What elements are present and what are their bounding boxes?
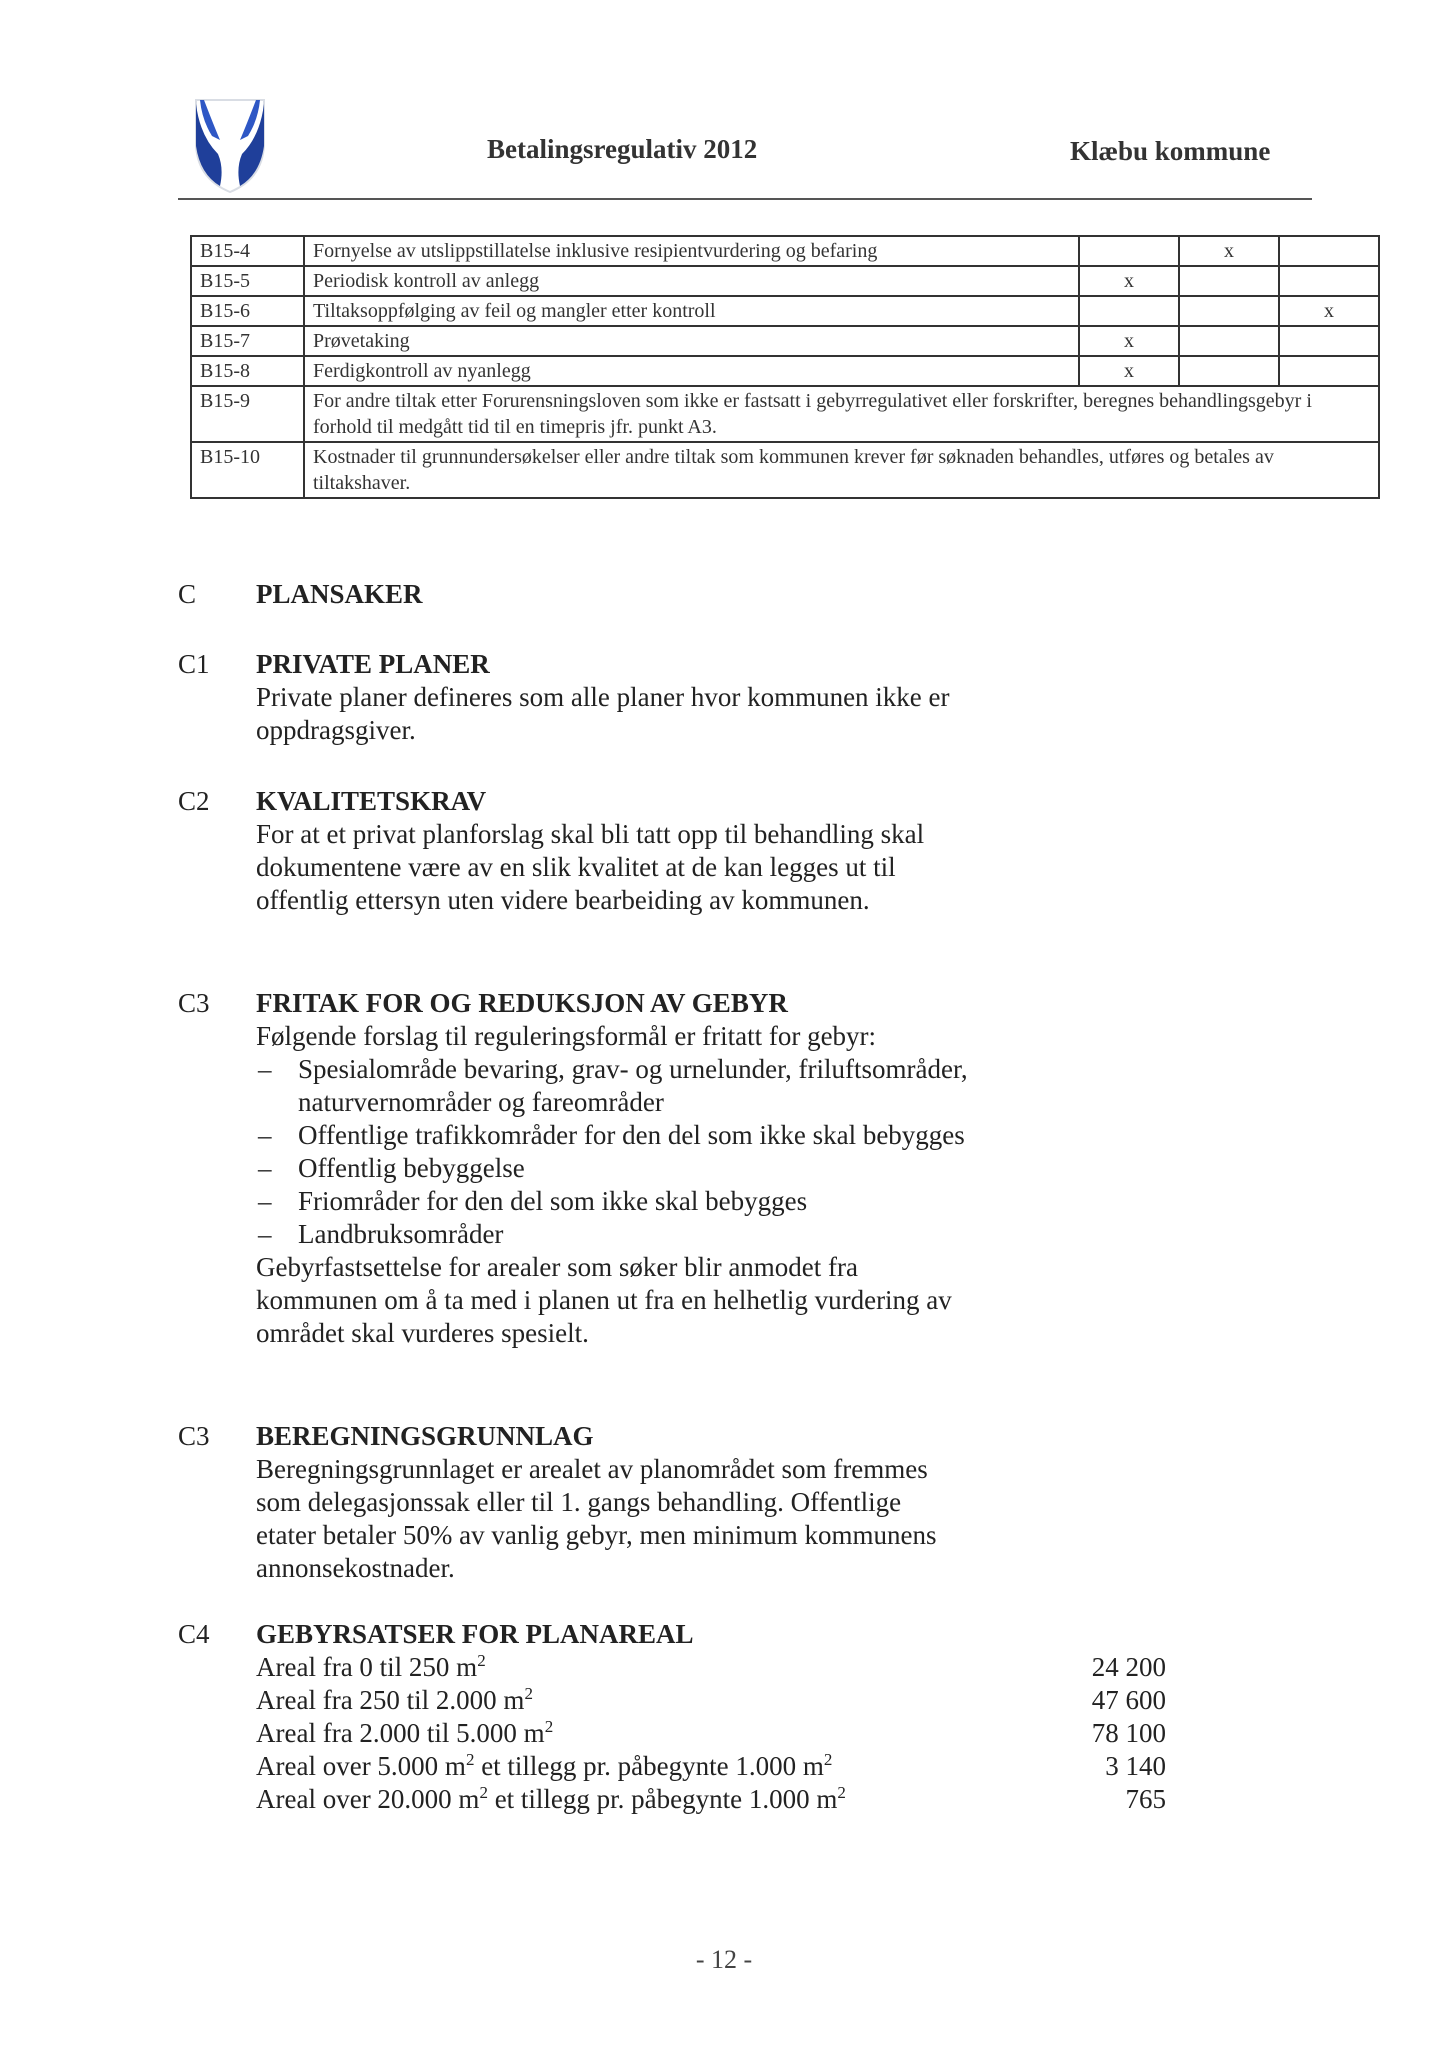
section-number: C1 xyxy=(178,649,210,679)
page-header xyxy=(190,96,1310,196)
row-mark xyxy=(1279,266,1379,296)
row-code: B15-6 xyxy=(191,296,304,326)
section-number: C3 xyxy=(178,1421,210,1451)
row-mark xyxy=(1079,236,1179,266)
row-mark xyxy=(1279,356,1379,386)
row-mark: x xyxy=(1279,296,1379,326)
rate-label: Areal fra 250 til 2.000 $m^2$ xyxy=(256,1684,533,1715)
section-heading: GEBYRSATSER FOR PLANAREAL xyxy=(256,1619,694,1649)
section-heading: PRIVATE PLANER xyxy=(256,649,490,679)
list-item: – Friområder for den del som ikke skal bebygges xyxy=(256,1185,976,1218)
row-code: B15-9 xyxy=(191,386,304,442)
row-description: Periodisk kontroll av anlegg xyxy=(304,266,1079,296)
table-row xyxy=(191,296,1379,326)
exemption-list xyxy=(256,1053,976,1251)
table-row xyxy=(191,356,1379,386)
section-text: For at et privat planforslag skal bli tatt opp til behandling skal dokumentene være av en slik kvalitet at de kan legges ut til offentlig ettersyn uten videre bearbeiding av kommunen. xyxy=(256,819,925,915)
table-row xyxy=(191,386,1379,442)
table-row xyxy=(191,442,1379,498)
section-number: C xyxy=(178,579,197,609)
row-mark xyxy=(1279,326,1379,356)
row-mark xyxy=(1279,236,1379,266)
row-code: B15-7 xyxy=(191,326,304,356)
section-outro: Gebyrfastsettelse for arealer som søker blir anmodet fra kommunen om å ta med i planen ut fra en helhetlig vurdering av området skal vurderes spesielt. xyxy=(256,1252,952,1348)
row-description: For andre tiltak etter Forurensningsloven som ikke er fastsatt i gebyrregulativet eller forskrifter, beregnes behandlingsgebyr i forhold til medgått tid til en timepris jfr. punkt A3. xyxy=(304,386,1379,442)
rate-label: Areal over 5.000 $m^2$ et tillegg pr. påbegynte 1.000 $m^2$ xyxy=(256,1750,833,1781)
table-row xyxy=(191,266,1379,296)
section-number: C2 xyxy=(178,786,210,816)
row-description: Prøvetaking xyxy=(304,326,1079,356)
row-mark xyxy=(1179,266,1279,296)
row-mark xyxy=(1079,296,1179,326)
section-intro: Følgende forslag til reguleringsformål er fritatt for gebyr: xyxy=(256,1021,877,1051)
document-title: Betalingsregulativ 2012 xyxy=(487,134,758,164)
header-divider xyxy=(178,198,1312,200)
row-mark: x xyxy=(1079,266,1179,296)
table-row xyxy=(191,326,1379,356)
rate-value: 765 xyxy=(1125,1784,1166,1814)
rate-value: 47 600 xyxy=(1091,1685,1166,1715)
rate-value: 24 200 xyxy=(1091,1652,1166,1682)
section-text: Beregningsgrunnlaget er arealet av planområdet som fremmes som delegasjonssak eller til 1. gangs behandling. Offentlige etater betaler 50% av vanlig gebyr, men minimum kommunens annonsekostnader. xyxy=(256,1454,937,1583)
row-mark xyxy=(1179,356,1279,386)
row-code: B15-8 xyxy=(191,356,304,386)
section-heading: KVALITETSKRAV xyxy=(256,786,487,816)
section-heading: FRITAK FOR OG REDUKSJON AV GEBYR xyxy=(256,988,788,1018)
list-item: – Landbruksområder xyxy=(256,1218,976,1251)
section-number: C4 xyxy=(178,1619,210,1649)
rate-label: Areal fra 0 til 250 $m^2$ xyxy=(256,1651,486,1682)
row-mark: x xyxy=(1079,356,1179,386)
fee-table xyxy=(190,235,1380,499)
row-code: B15-4 xyxy=(191,236,304,266)
row-description: Fornyelse av utslippstillatelse inklusive resipientvurdering og befaring xyxy=(304,236,1079,266)
row-description: Ferdigkontroll av nyanlegg xyxy=(304,356,1079,386)
section-heading: BEREGNINGSGRUNNLAG xyxy=(256,1421,594,1451)
rate-label: Areal fra 2.000 til 5.000 $m^2$ xyxy=(256,1717,554,1748)
row-description: Tiltaksoppfølging av feil og mangler etter kontroll xyxy=(304,296,1079,326)
list-item: – Offentlig bebyggelse xyxy=(256,1152,976,1185)
municipality-name: Klæbu kommune xyxy=(1070,136,1271,166)
rate-value: 78 100 xyxy=(1091,1718,1166,1748)
table-row xyxy=(191,236,1379,266)
coat-of-arms-icon xyxy=(190,96,270,196)
row-mark xyxy=(1179,326,1279,356)
section-heading: PLANSAKER xyxy=(256,579,423,609)
row-mark xyxy=(1179,296,1279,326)
rate-value: 3 140 xyxy=(1105,1751,1166,1781)
row-code: B15-10 xyxy=(191,442,304,498)
row-mark: x xyxy=(1079,326,1179,356)
list-item: – Offentlige trafikkområder for den del som ikke skal bebygges xyxy=(256,1119,976,1152)
rate-label: Areal over 20.000 $m^2$ et tillegg pr. påbegynte 1.000 $m^2$ xyxy=(256,1783,846,1814)
section-text: Private planer defineres som alle planer hvor kommunen ikke er oppdragsgiver. xyxy=(256,682,950,745)
row-mark: x xyxy=(1179,236,1279,266)
page-number: - 12 - xyxy=(695,1945,753,1974)
list-item: – Spesialområde bevaring, grav- og urnelunder, friluftsområder, naturvernområder og fareområder xyxy=(256,1053,976,1119)
row-code: B15-5 xyxy=(191,266,304,296)
section-number: C3 xyxy=(178,988,210,1018)
row-description: Kostnader til grunnundersøkelser eller andre tiltak som kommunen krever før søknaden behandles, utføres og betales av tiltakshaver. xyxy=(304,442,1379,498)
